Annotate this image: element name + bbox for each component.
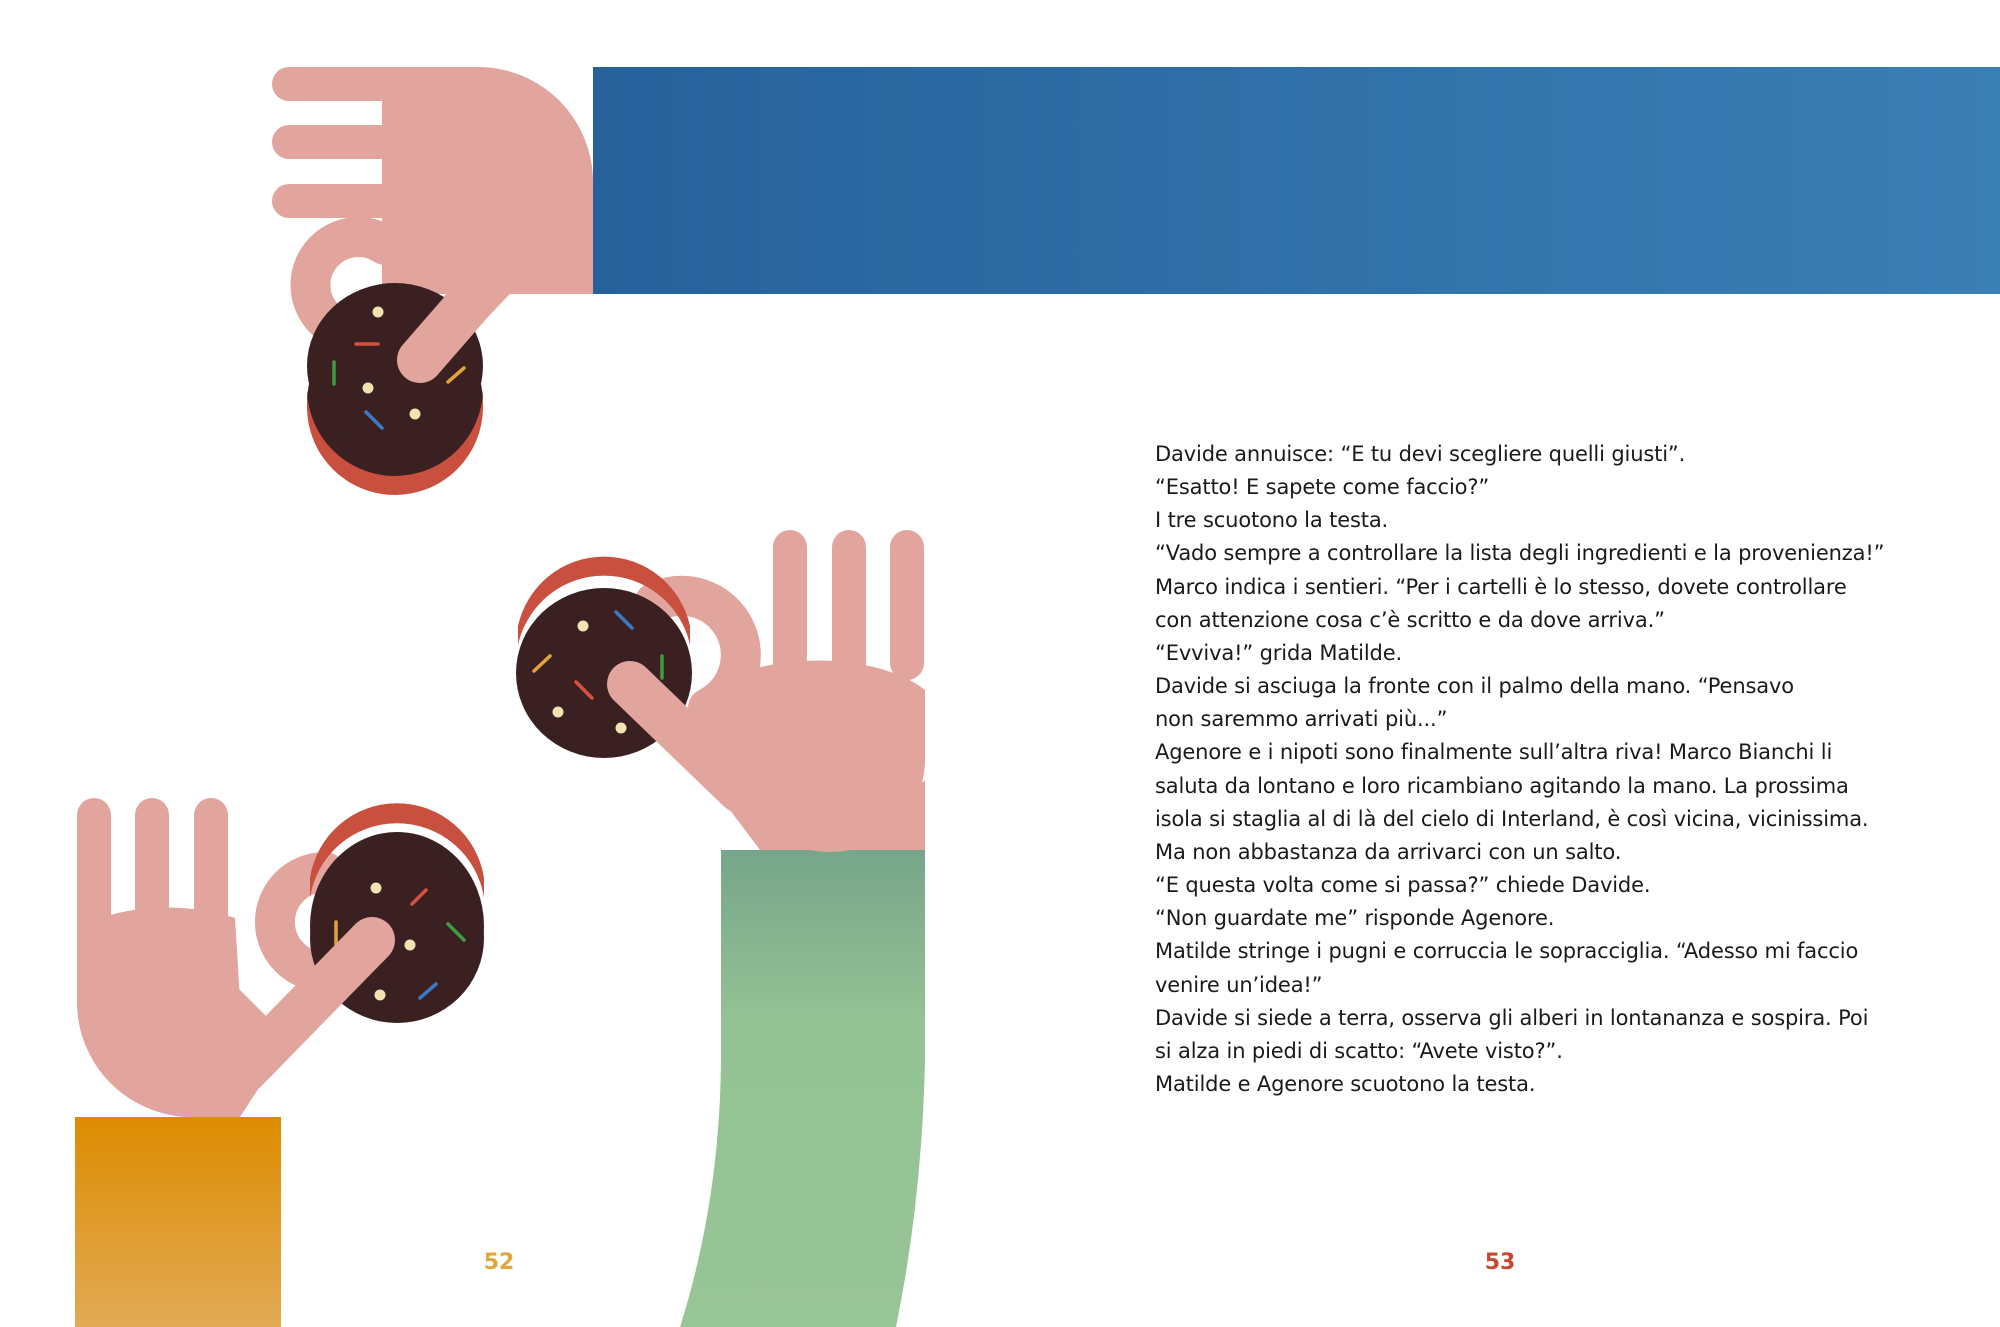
middle-hand-palm-bottom (735, 668, 925, 852)
story-line: “Evviva!” grida Matilde. (1155, 640, 1402, 665)
story-line: “Esatto! E sapete come faccio?” (1155, 475, 1490, 500)
middle-hand-finger (890, 530, 924, 680)
bottom-hand-wrist (77, 990, 290, 1117)
top-hand-group (272, 67, 2000, 495)
sprinkle (375, 990, 386, 1001)
sprinkle (363, 383, 374, 394)
orange-sleeve (75, 1117, 281, 1327)
story-line: saluta da lontano e loro ricambiano agitando la mano. La prossima (1155, 773, 1849, 798)
story-line: venire un’idea!” (1155, 972, 1323, 997)
sprinkle (553, 707, 564, 718)
story-line: Davide si siede a terra, osserva gli alberi in lontananza e sospira. Poi (1155, 1005, 1869, 1030)
story-line: Matilde e Agenore scuotono la testa. (1155, 1071, 1536, 1096)
story-line: si alza in piedi di scatto: “Avete visto?”. (1155, 1038, 1563, 1063)
sprinkle (371, 883, 382, 894)
story-line: non saremmo arrivati più...” (1155, 707, 1448, 732)
middle-hand-finger (832, 530, 866, 680)
story-line: “Vado sempre a controllare la lista degli ingredienti e la provenienza!” (1155, 541, 1885, 566)
story-line: Davide si asciuga la fronte con il palmo della mano. “Pensavo (1155, 674, 1794, 699)
sprinkle (616, 723, 627, 734)
bottom-hand-group (75, 798, 484, 1327)
green-sleeve (680, 850, 925, 1327)
story-line: Marco indica i sentieri. “Per i cartelli è lo stesso, dovete controllare (1155, 574, 1847, 599)
page-number-right: 53 (1484, 1250, 1516, 1275)
story-line: Matilde stringe i pugni e corruccia le sopracciglia. “Adesso mi faccio (1155, 939, 1859, 964)
middle-hand-finger (773, 530, 807, 680)
middle-hand-group (516, 530, 925, 1327)
story-line: Ma non abbastanza da arrivarci con un salto. (1155, 839, 1622, 864)
story-line: con attenzione cosa c’è scritto e da dove arriva.” (1155, 607, 1665, 632)
sprinkle (373, 307, 384, 318)
sprinkle (578, 621, 589, 632)
story-line: Agenore e i nipoti sono finalmente sull’altra riva! Marco Bianchi li (1155, 740, 1833, 765)
story-line: I tre scuotono la testa. (1155, 508, 1389, 533)
page-number-left: 52 (483, 1250, 515, 1275)
blue-sleeve (593, 67, 2000, 294)
story-line: “Non guardate me” risponde Agenore. (1155, 906, 1555, 931)
story-line: isola si staglia al di là del cielo di Interland, è così vicina, vicinissima. (1155, 806, 1869, 831)
sprinkle (405, 940, 416, 951)
story-line: “E questa volta come si passa?” chiede Davide. (1155, 873, 1651, 898)
story-line: Davide annuisce: “E tu devi scegliere quelli giusti”. (1155, 442, 1686, 466)
story-text (1155, 438, 1885, 1101)
sprinkle (410, 409, 421, 420)
